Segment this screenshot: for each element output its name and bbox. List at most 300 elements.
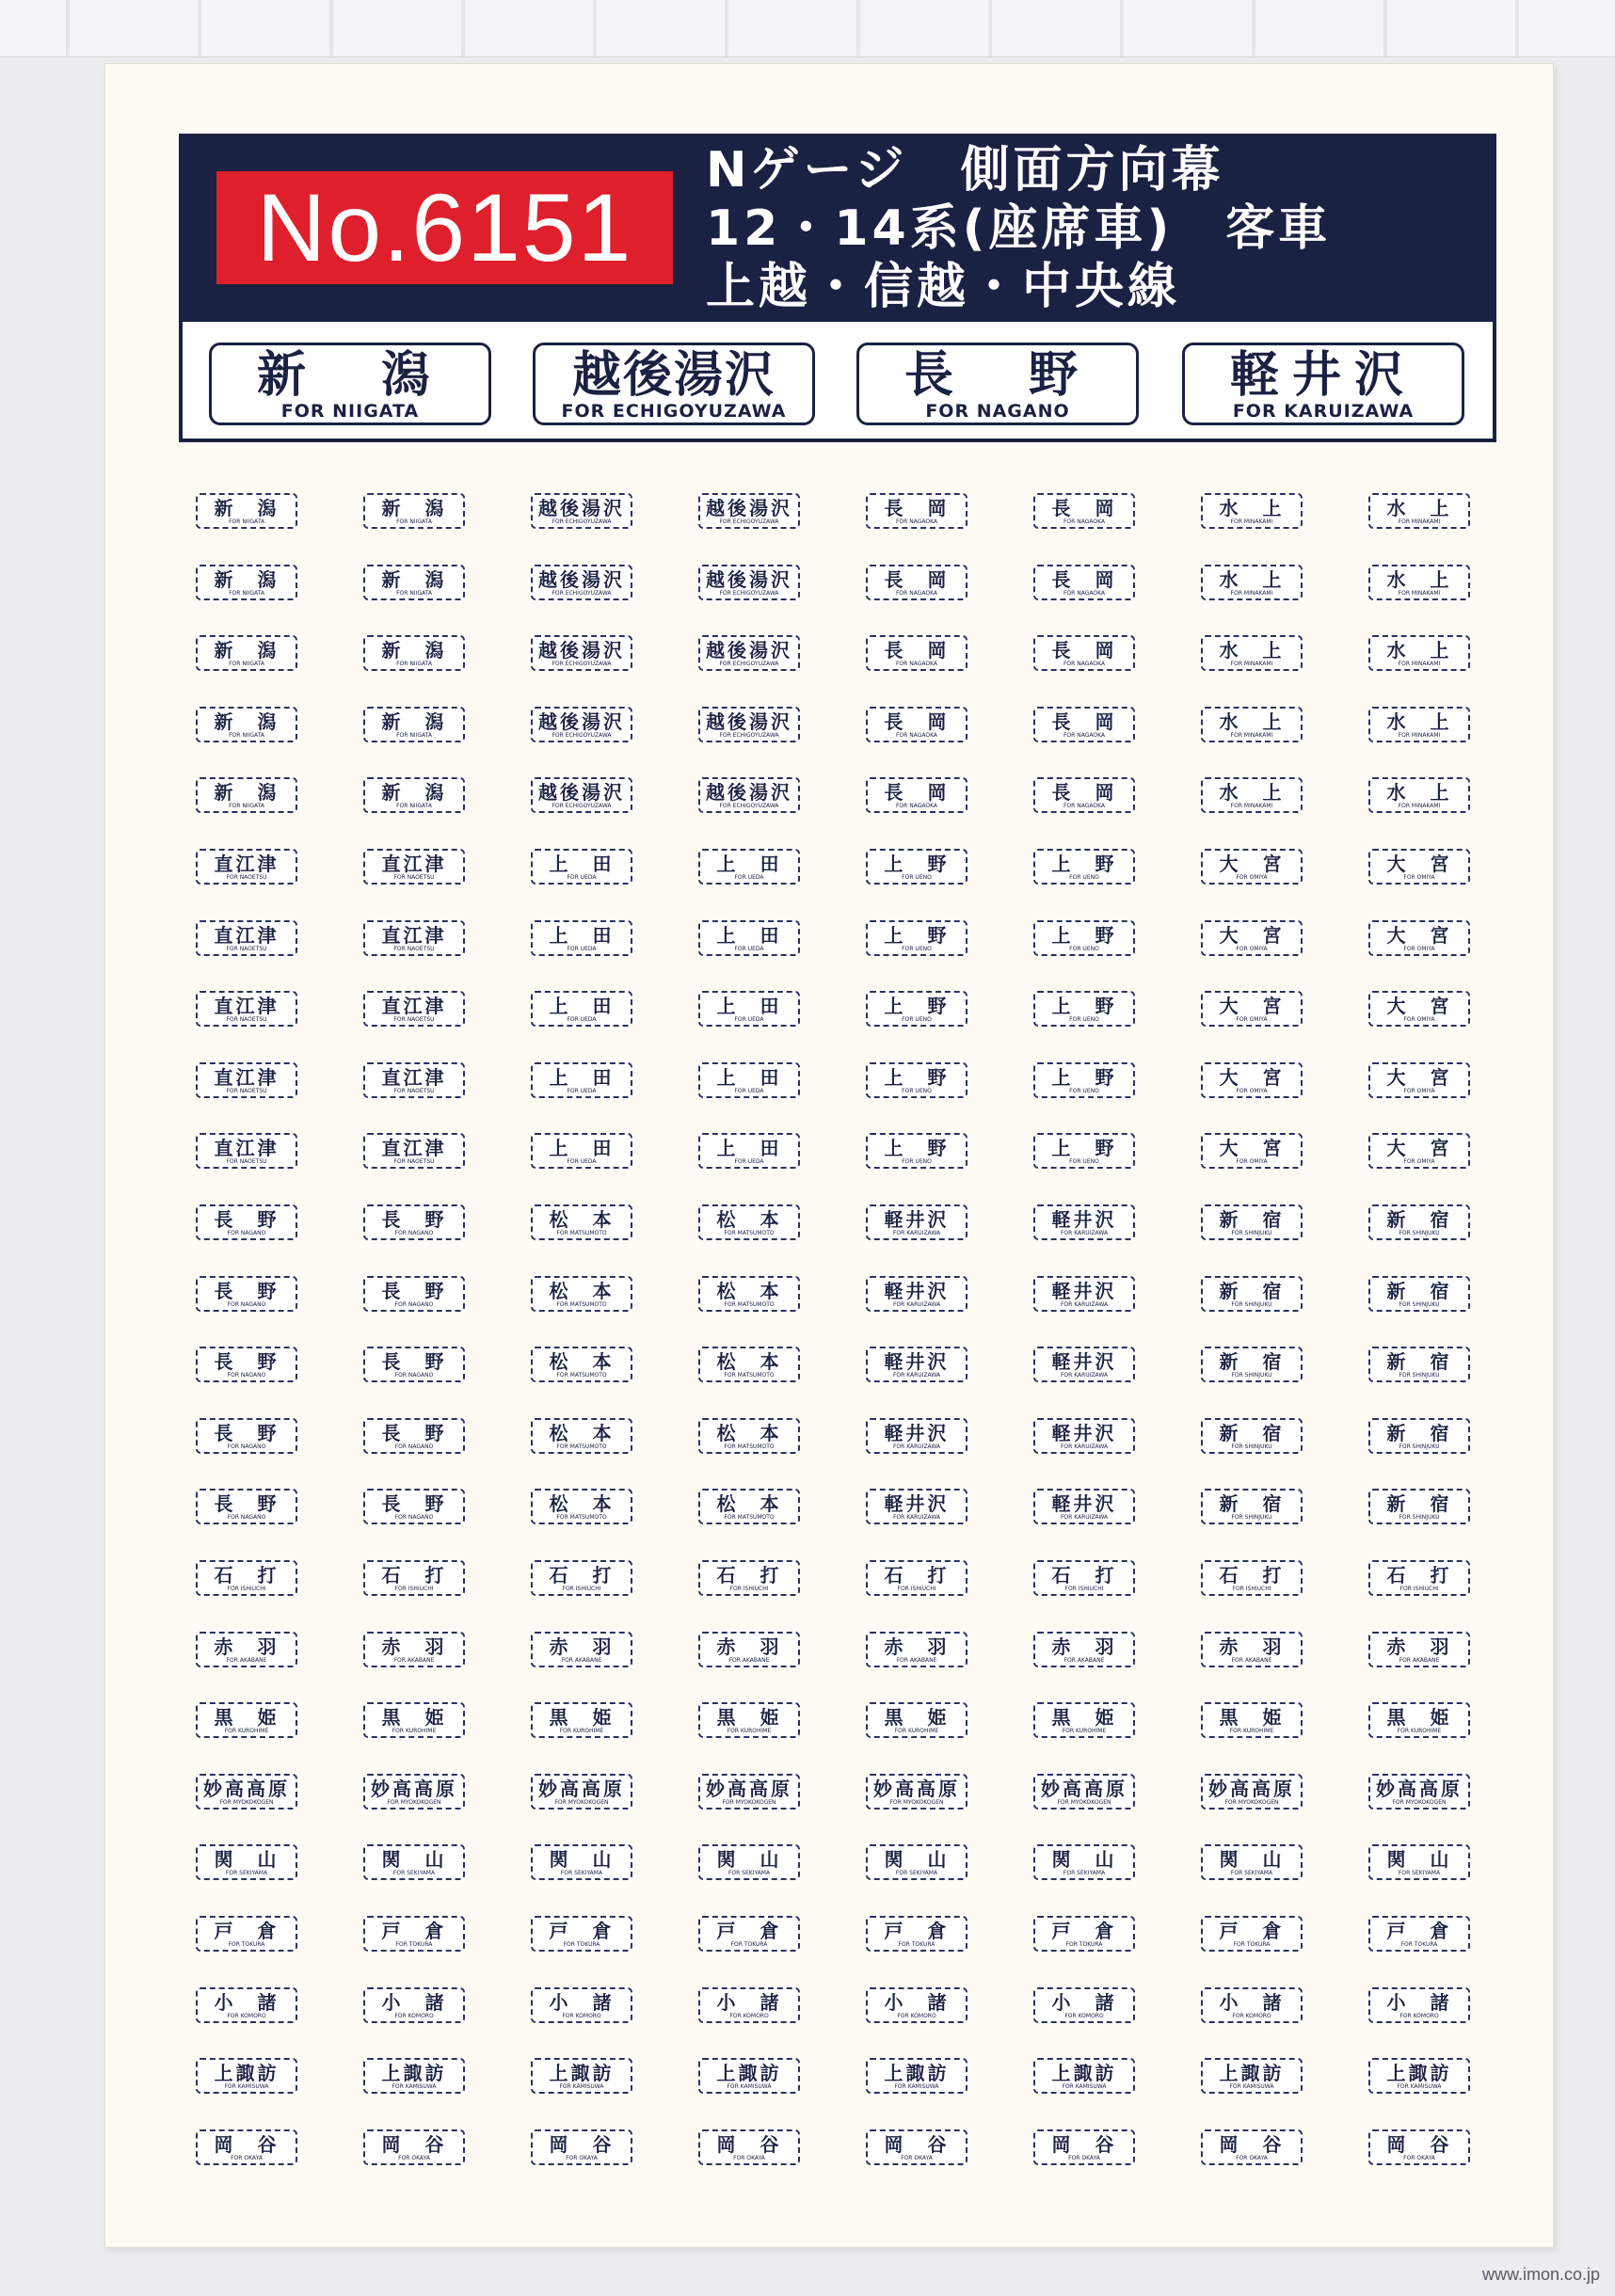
big-sign-nagano	[856, 343, 1139, 425]
decal-jp: 岡 谷	[381, 2133, 447, 2156]
decal-jp: 上 野	[884, 924, 950, 947]
decal-en: FOR NIIGATA	[229, 803, 264, 809]
decal-jp: 新 宿	[1386, 1280, 1452, 1302]
destination-decal	[698, 493, 800, 529]
decal-jp: 上 田	[716, 1137, 782, 1159]
decal-jp: 松 本	[549, 1492, 615, 1515]
decal-en: FOR NAOETSU	[393, 874, 435, 881]
destination-decal	[196, 1276, 297, 1312]
decal-jp: 関 山	[381, 1848, 447, 1871]
decal-en: FOR TOKURA	[395, 1941, 433, 1948]
decal-en: FOR TOKURA	[1065, 1941, 1103, 1948]
decal-en: FOR SEKIYAMA	[1063, 1870, 1106, 1876]
decal-jp: 岡 谷	[549, 2133, 615, 2156]
decal-en: FOR NAOETSU	[226, 1158, 267, 1165]
decal-en: FOR KOMORO	[1064, 2013, 1104, 2019]
decal-en: FOR MATSUMOTO	[556, 1230, 607, 1236]
decal-jp: 松 本	[716, 1422, 782, 1444]
big-sign-echigoyuzawa	[533, 343, 815, 425]
decal-en: FOR KAMISUWA	[1062, 2083, 1107, 2090]
decal-en: FOR KARUIZAWA	[892, 1301, 941, 1308]
decal-jp: 軽井沢	[884, 1280, 950, 1302]
decal-en: FOR ŌMIYA	[1236, 1088, 1268, 1094]
decal-jp: 新 潟	[381, 497, 447, 519]
destination-decal	[531, 493, 632, 529]
decal-en: FOR MINAKAMI	[1230, 661, 1273, 667]
decal-en: FOR NAOETSU	[393, 1088, 435, 1094]
decal-en: FOR UEDA	[734, 1158, 764, 1165]
decal-jp: 上 田	[549, 853, 615, 875]
decal-en: FOR MINAKAMI	[1398, 803, 1441, 809]
destination-decal	[1033, 1062, 1135, 1098]
decal-en: FOR NIIGATA	[396, 518, 432, 525]
destination-decal	[531, 2129, 632, 2165]
destination-decal	[1033, 1276, 1135, 1312]
decal-en: FOR NAGAOKA	[1063, 732, 1106, 739]
destination-decal	[1368, 2129, 1470, 2165]
destination-decal	[363, 1987, 465, 2023]
decal-jp: 水 上	[1386, 497, 1452, 519]
decal-jp: 越後湯沢	[706, 497, 792, 519]
decal-jp: 直江津	[214, 924, 280, 947]
decal-jp: 新 潟	[381, 568, 447, 591]
destination-decal	[1201, 1418, 1303, 1454]
destination-decal	[196, 1560, 297, 1596]
decal-jp: 水 上	[1219, 781, 1285, 804]
decal-en: FOR KARUIZAWA	[892, 1230, 941, 1236]
decal-jp: 直江津	[214, 995, 280, 1017]
decal-jp: 黒 姫	[1051, 1706, 1117, 1729]
destination-decal	[698, 1774, 800, 1810]
decal-jp: 長 岡	[884, 710, 950, 733]
decal-jp: 直江津	[381, 1066, 447, 1089]
decal-jp: 軽井沢	[1051, 1280, 1117, 1302]
decal-jp: 軽井沢	[884, 1422, 950, 1444]
decal-en: FOR KUROHIME	[1229, 1728, 1274, 1734]
destination-decal	[1368, 1418, 1470, 1454]
destination-decal	[363, 1916, 465, 1952]
destination-decal	[531, 635, 632, 671]
destination-decal	[1368, 707, 1470, 742]
decal-jp: 石 打	[381, 1564, 447, 1586]
destination-decal	[196, 1774, 297, 1810]
decal-en: FOR SHINJUKU	[1399, 1443, 1440, 1450]
decal-en: FOR KUROHIME	[1062, 1728, 1107, 1734]
decal-en: FOR SEKIYAMA	[1398, 1870, 1441, 1876]
decal-jp: 新 宿	[1386, 1350, 1452, 1373]
decal-jp: 黒 姫	[214, 1706, 280, 1729]
decal-en: FOR MYOKOKOGEN	[1057, 1799, 1111, 1806]
destination-decal	[1368, 1204, 1470, 1240]
decal-jp: 岡 谷	[214, 2133, 280, 2156]
destination-decal	[698, 849, 800, 885]
decal-jp: 石 打	[549, 1564, 615, 1586]
destination-decal	[1368, 1632, 1470, 1667]
destination-decal	[698, 1916, 800, 1952]
destination-decal	[196, 2058, 297, 2094]
decal-en: FOR KARUIZAWA	[1060, 1301, 1109, 1308]
decal-jp: 黒 姫	[549, 1706, 615, 1729]
destination-decal	[363, 707, 465, 742]
decal-jp: 新 宿	[1386, 1422, 1452, 1444]
title-line-2: 12・14系(座席車) 客車	[706, 200, 1332, 257]
decal-en: FOR SEKIYAMA	[1230, 1870, 1273, 1876]
destination-decal	[866, 1489, 967, 1524]
destination-decal	[363, 1276, 465, 1312]
decal-en: FOR ECHIGOYUZAWA	[552, 661, 612, 667]
sample-signs-panel	[179, 322, 1496, 442]
decal-en: FOR AKABANE	[393, 1657, 435, 1664]
destination-decal	[698, 2058, 800, 2094]
big-sign-en: FOR NIIGATA	[280, 401, 420, 422]
destination-decal	[363, 920, 465, 956]
decal-jp: 上 野	[1051, 995, 1117, 1017]
decal-en: FOR TOKURA	[1400, 1941, 1438, 1948]
decal-en: FOR MINAKAMI	[1398, 518, 1441, 525]
decal-en: FOR ISHIUCHI	[1232, 1586, 1271, 1592]
decal-en: FOR KOMORO	[227, 2013, 266, 2019]
destination-decal	[531, 707, 632, 742]
destination-decal	[1368, 920, 1470, 956]
decal-en: FOR KAMISUWA	[894, 2083, 939, 2090]
destination-decal	[866, 1632, 967, 1667]
decal-en: FOR UENO	[1069, 1088, 1099, 1094]
decal-jp: 石 打	[716, 1564, 782, 1586]
decal-en: FOR MATSUMOTO	[724, 1443, 775, 1450]
decal-en: FOR KOMORO	[1232, 2013, 1271, 2019]
destination-decal	[1033, 1987, 1135, 2023]
decal-en: FOR ECHIGOYUZAWA	[552, 803, 612, 809]
decal-en: FOR UENO	[902, 946, 932, 952]
decal-en: FOR UENO	[902, 1088, 932, 1094]
destination-decal	[1368, 1062, 1470, 1098]
destination-decal	[531, 1987, 632, 2023]
decal-jp: 上諏訪	[381, 2062, 447, 2084]
decal-en: FOR KOMORO	[729, 2013, 769, 2019]
decal-en: FOR UEDA	[734, 1016, 764, 1023]
destination-decal	[1201, 635, 1303, 671]
destination-decal	[1033, 920, 1135, 956]
destination-decal	[698, 1062, 800, 1098]
decal-jp: 関 山	[884, 1848, 950, 1871]
destination-decal	[1201, 2058, 1303, 2094]
destination-decal	[1368, 635, 1470, 671]
decal-jp: 新 宿	[1386, 1492, 1452, 1515]
decal-en: FOR OKAYA	[1068, 2155, 1100, 2161]
decal-jp: 上諏訪	[1386, 2062, 1452, 2084]
decal-jp: 小 諸	[381, 1991, 447, 2014]
destination-decal	[1033, 1133, 1135, 1169]
decal-jp: 岡 谷	[1386, 2133, 1452, 2156]
decal-jp: 新 宿	[1219, 1208, 1285, 1231]
sheet-header	[179, 134, 1496, 322]
decal-en: FOR MATSUMOTO	[556, 1443, 607, 1450]
destination-decal	[196, 1347, 297, 1382]
destination-decal	[196, 920, 297, 956]
destination-decal	[196, 849, 297, 885]
decal-jp: 赤 羽	[1386, 1635, 1452, 1658]
decal-en: FOR KOMORO	[394, 2013, 434, 2019]
decal-en: FOR KAMISUWA	[559, 2083, 604, 2090]
destination-decal	[866, 565, 967, 600]
destination-decal	[1033, 991, 1135, 1027]
destination-decal	[363, 1204, 465, 1240]
destination-decal	[531, 1916, 632, 1952]
decal-jp: 松 本	[716, 1350, 782, 1373]
decal-en: FOR AKABANE	[728, 1657, 770, 1664]
destination-decal	[866, 920, 967, 956]
decal-en: FOR SEKIYAMA	[895, 1870, 938, 1876]
decal-en: FOR NAGAOKA	[895, 661, 938, 667]
destination-decal	[1033, 1489, 1135, 1524]
destination-decal	[363, 1347, 465, 1382]
decal-jp: 関 山	[716, 1848, 782, 1871]
destination-decal	[698, 920, 800, 956]
decal-jp: 小 諸	[1219, 1991, 1285, 2014]
decal-jp: 松 本	[716, 1208, 782, 1231]
destination-decal	[531, 1133, 632, 1169]
decal-jp: 上 田	[716, 853, 782, 875]
decal-en: FOR MATSUMOTO	[724, 1372, 775, 1379]
decal-jp: 戸 倉	[716, 1920, 782, 1942]
decal-jp: 岡 谷	[716, 2133, 782, 2156]
destination-decal	[866, 849, 967, 885]
decal-jp: 新 潟	[214, 781, 280, 804]
decal-en: FOR UEDA	[734, 946, 764, 952]
destination-decal	[196, 2129, 297, 2165]
decal-en: FOR NAGAOKA	[895, 732, 938, 739]
destination-decal	[531, 777, 632, 813]
destination-decal	[1368, 1702, 1470, 1738]
decal-en: FOR NAGANO	[394, 1372, 434, 1379]
decal-jp: 水 上	[1219, 639, 1285, 662]
destination-decal	[363, 2129, 465, 2165]
decal-en: FOR KOMORO	[1399, 2013, 1439, 2019]
destination-decal	[1201, 1347, 1303, 1382]
decal-en: FOR TOKURA	[1233, 1941, 1271, 1948]
destination-decal	[866, 1987, 967, 2023]
decal-jp: 新 宿	[1219, 1280, 1285, 1302]
decal-en: FOR ISHIUCHI	[562, 1586, 601, 1592]
destination-decal	[1368, 1133, 1470, 1169]
destination-decal	[531, 2058, 632, 2094]
destination-decal	[196, 1418, 297, 1454]
destination-decal	[1368, 2058, 1470, 2094]
destination-decal	[1368, 1347, 1470, 1382]
decal-jp: 関 山	[549, 1848, 615, 1871]
destination-decal	[1368, 991, 1470, 1027]
decal-jp: 越後湯沢	[706, 568, 792, 591]
decal-en: FOR NIIGATA	[229, 590, 264, 597]
destination-decal	[1033, 1418, 1135, 1454]
destination-decal	[866, 1560, 967, 1596]
decal-en: FOR KAMISUWA	[1397, 2083, 1442, 2090]
decal-en: FOR NAGANO	[394, 1301, 434, 1308]
decal-jp: 上 野	[1051, 924, 1117, 947]
decal-en: FOR NAGAOKA	[1063, 661, 1106, 667]
decal-en: FOR NAGANO	[394, 1514, 434, 1521]
decal-en: FOR NAGAOKA	[1063, 803, 1106, 809]
decal-jp: 直江津	[214, 1066, 280, 1089]
decal-jp: 関 山	[1386, 1848, 1452, 1871]
decal-jp: 赤 羽	[716, 1635, 782, 1658]
destination-decal	[866, 1916, 967, 1952]
destination-decal	[531, 1347, 632, 1382]
decal-jp: 長 野	[381, 1492, 447, 1515]
destination-decal	[531, 565, 632, 600]
decal-en: FOR OKAYA	[566, 2155, 598, 2161]
decal-jp: 上諏訪	[716, 2062, 782, 2084]
decal-en: FOR KAMISUWA	[392, 2083, 437, 2090]
decal-en: FOR OKAYA	[1236, 2155, 1268, 2161]
decal-en: FOR SHINJUKU	[1399, 1514, 1440, 1521]
destination-decal	[1201, 707, 1303, 742]
decal-en: FOR UEDA	[567, 1088, 597, 1094]
decal-en: FOR NAGANO	[394, 1443, 434, 1450]
decal-jp: 水 上	[1386, 781, 1452, 804]
decal-jp: 軽井沢	[884, 1350, 950, 1373]
decal-jp: 黒 姫	[716, 1706, 782, 1729]
decal-en: FOR MYOKOKOGEN	[889, 1799, 944, 1806]
decal-jp: 長 野	[381, 1208, 447, 1231]
decal-en: FOR UENO	[902, 874, 932, 881]
decal-jp: 水 上	[1219, 568, 1285, 591]
decal-en: FOR UENO	[902, 1016, 932, 1023]
destination-decal	[1368, 1560, 1470, 1596]
destination-decal	[196, 1702, 297, 1738]
decal-en: FOR KUROHIME	[224, 1728, 269, 1734]
decal-jp: 越後湯沢	[538, 497, 625, 519]
decal-en: FOR NAGANO	[394, 1230, 434, 1236]
destination-decal	[1368, 1916, 1470, 1952]
decal-jp: 妙高高原	[1376, 1778, 1463, 1800]
decal-jp: 松 本	[549, 1422, 615, 1444]
decal-jp: 戸 倉	[214, 1920, 280, 1942]
decal-en: FOR TOKURA	[563, 1941, 600, 1948]
decal-jp: 新 潟	[381, 710, 447, 733]
destination-decal	[1201, 1489, 1303, 1524]
destination-decal	[363, 1774, 465, 1810]
decal-en: FOR TOKURA	[730, 1941, 768, 1948]
destination-decal	[866, 1062, 967, 1098]
decal-jp: 水 上	[1386, 568, 1452, 591]
decal-jp: 大 宮	[1219, 995, 1285, 1017]
big-sign-jp: 軽井沢	[1229, 347, 1416, 404]
destination-decal	[1201, 1916, 1303, 1952]
decal-en: FOR UEDA	[567, 1158, 597, 1165]
destination-decal	[1033, 1204, 1135, 1240]
destination-decal	[1033, 1774, 1135, 1810]
decal-jp: 長 野	[214, 1208, 280, 1231]
destination-decal	[866, 2058, 967, 2094]
destination-decal	[196, 1133, 297, 1169]
decal-jp: 黒 姫	[1219, 1706, 1285, 1729]
decal-jp: 新 潟	[214, 568, 280, 591]
decal-jp: 新 潟	[214, 710, 280, 733]
decal-jp: 長 岡	[1051, 710, 1117, 733]
decal-jp: 直江津	[381, 995, 447, 1017]
destination-decal	[1033, 1632, 1135, 1667]
decal-en: FOR KUROHIME	[559, 1728, 604, 1734]
decal-en: FOR SEKIYAMA	[560, 1870, 603, 1876]
destination-decal	[531, 1489, 632, 1524]
decal-jp: 長 野	[214, 1492, 280, 1515]
decal-jp: 上 野	[1051, 1066, 1117, 1089]
decal-jp: 新 潟	[381, 639, 447, 662]
destination-decal	[531, 920, 632, 956]
decal-jp: 大 宮	[1386, 1066, 1452, 1089]
destination-decal	[1201, 1632, 1303, 1667]
plastic-sleeve-edge	[0, 0, 1615, 57]
decal-en: FOR ISHIUCHI	[227, 1586, 266, 1592]
decal-en: FOR UENO	[1069, 1158, 1099, 1165]
decal-jp: 黒 姫	[884, 1706, 950, 1729]
decal-en: FOR MATSUMOTO	[724, 1514, 775, 1521]
decal-jp: 赤 羽	[1219, 1635, 1285, 1658]
decal-jp: 戸 倉	[1219, 1920, 1285, 1942]
decal-en: FOR KARUIZAWA	[1060, 1514, 1109, 1521]
decal-jp: 直江津	[381, 1137, 447, 1159]
decal-jp: 小 諸	[1051, 1991, 1117, 2014]
destination-decal	[1201, 2129, 1303, 2165]
decal-en: FOR ŌMIYA	[1236, 874, 1268, 881]
decal-en: FOR SHINJUKU	[1231, 1443, 1272, 1450]
destination-decal	[1368, 1276, 1470, 1312]
title-line-1: Nゲージ 側面方向幕	[706, 142, 1224, 199]
big-sign-en: FOR ECHIGOYUZAWA	[561, 401, 787, 422]
decal-jp: 新 潟	[381, 781, 447, 804]
decal-en: FOR SHINJUKU	[1231, 1301, 1272, 1308]
decal-jp: 大 宮	[1386, 853, 1452, 875]
destination-decal	[363, 1062, 465, 1098]
destination-decal	[698, 1987, 800, 2023]
decal-jp: 石 打	[1219, 1564, 1285, 1586]
decal-jp: 上 野	[1051, 1137, 1117, 1159]
destination-decal	[1033, 1916, 1135, 1952]
decal-en: FOR UEDA	[567, 874, 597, 881]
decal-jp: 松 本	[549, 1208, 615, 1231]
decal-jp: 水 上	[1219, 497, 1285, 519]
decal-jp: 大 宮	[1386, 1137, 1452, 1159]
decal-jp: 松 本	[716, 1280, 782, 1302]
destination-decal	[1201, 1560, 1303, 1596]
destination-decal	[196, 1916, 297, 1952]
destination-decal	[1033, 777, 1135, 813]
decal-en: FOR KAMISUWA	[727, 2083, 772, 2090]
decal-en: FOR MATSUMOTO	[724, 1230, 775, 1236]
decal-en: FOR UEDA	[567, 946, 597, 952]
destination-decal	[196, 565, 297, 600]
decal-en: FOR ŌMIYA	[1236, 1016, 1268, 1023]
decal-jp: 越後湯沢	[706, 781, 792, 804]
decal-en: FOR MINAKAMI	[1398, 590, 1441, 597]
decal-jp: 上 田	[549, 995, 615, 1017]
destination-decal	[363, 849, 465, 885]
destination-decal	[363, 1702, 465, 1738]
decal-en: FOR TOKURA	[228, 1941, 265, 1948]
decal-en: FOR ŌMIYA	[1403, 946, 1435, 952]
decal-en: FOR AKABANE	[1399, 1657, 1440, 1664]
decal-en: FOR ISHIUCHI	[1399, 1586, 1439, 1592]
destination-decal	[866, 635, 967, 671]
decal-jp: 上 野	[884, 995, 950, 1017]
destination-decal	[363, 1489, 465, 1524]
destination-decal	[698, 991, 800, 1027]
decal-en: FOR MYOKOKOGEN	[1392, 1799, 1447, 1806]
decal-jp: 長 岡	[884, 497, 950, 519]
decal-en: FOR NAGAOKA	[1063, 518, 1106, 525]
destination-decal	[531, 1632, 632, 1667]
